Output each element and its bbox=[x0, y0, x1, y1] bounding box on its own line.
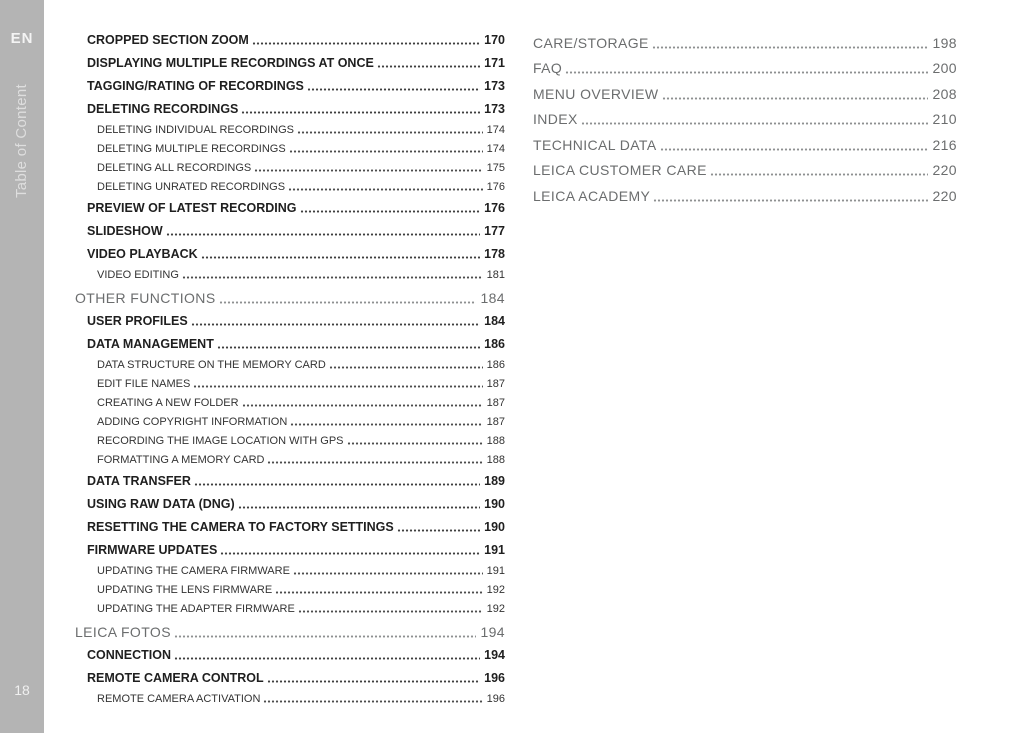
toc-entry-row[interactable] bbox=[75, 431, 505, 450]
dot-leader bbox=[194, 482, 480, 486]
toc-left-column bbox=[75, 28, 505, 708]
dot-leader bbox=[166, 232, 480, 236]
dot-leader bbox=[565, 70, 928, 74]
toc-entry-row[interactable] bbox=[75, 393, 505, 412]
toc-entry-row[interactable] bbox=[533, 79, 957, 105]
toc-entry-page-number: 196 bbox=[486, 693, 505, 705]
toc-entry-page-number: 181 bbox=[486, 269, 505, 281]
toc-entry-row[interactable] bbox=[75, 309, 505, 332]
dot-leader bbox=[241, 110, 480, 114]
toc-entry-page-number: 184 bbox=[484, 314, 505, 328]
toc-entry-row[interactable] bbox=[533, 156, 957, 182]
toc-entry-page-number: 171 bbox=[484, 56, 505, 70]
toc-entry-label: CROPPED SECTION ZOOM bbox=[87, 33, 249, 47]
toc-entry-label: DATA TRANSFER bbox=[87, 474, 191, 488]
toc-entry-page-number: 177 bbox=[484, 224, 505, 238]
toc-entry-page-number: 186 bbox=[486, 359, 505, 371]
toc-right-column bbox=[533, 28, 957, 207]
toc-entry-label: CARE/STORAGE bbox=[533, 34, 649, 51]
toc-entry-label: UPDATING THE ADAPTER FIRMWARE bbox=[97, 603, 295, 615]
toc-entry-row[interactable] bbox=[75, 139, 505, 158]
dot-leader bbox=[581, 121, 929, 125]
dot-leader bbox=[219, 300, 477, 304]
toc-entry-label: DATA STRUCTURE ON THE MEMORY CARD bbox=[97, 359, 326, 371]
toc-entry-row[interactable] bbox=[75, 355, 505, 374]
toc-entry-row[interactable] bbox=[75, 618, 505, 643]
toc-entry-row[interactable] bbox=[533, 54, 957, 80]
toc-entry-label: OTHER FUNCTIONS bbox=[75, 290, 216, 306]
toc-entry-label: VIDEO PLAYBACK bbox=[87, 247, 198, 261]
toc-entry-page-number: 220 bbox=[932, 162, 957, 178]
toc-entry-label: DELETING MULTIPLE RECORDINGS bbox=[97, 143, 286, 155]
toc-entry-label: MENU OVERVIEW bbox=[533, 85, 659, 102]
toc-entry-label: PREVIEW OF LATEST RECORDING bbox=[87, 201, 297, 215]
dot-leader bbox=[201, 255, 480, 259]
toc-entry-row[interactable] bbox=[75, 412, 505, 431]
toc-entry-row[interactable] bbox=[75, 120, 505, 139]
toc-entry-page-number: 194 bbox=[484, 648, 505, 662]
toc-entry-label: LEICA CUSTOMER CARE bbox=[533, 162, 707, 178]
toc-entry-label: LEICA FOTOS bbox=[75, 624, 171, 640]
dot-leader bbox=[293, 571, 483, 575]
toc-entry-label: RECORDING THE IMAGE LOCATION WITH GPS bbox=[97, 435, 344, 447]
toc-entry-page-number: 187 bbox=[486, 416, 505, 428]
toc-entry-label: EDIT FILE NAMES bbox=[97, 378, 191, 390]
toc-entry-row[interactable] bbox=[75, 242, 505, 265]
toc-entry-page-number: 174 bbox=[486, 143, 505, 155]
toc-entry-row[interactable] bbox=[75, 97, 505, 120]
dot-leader bbox=[242, 403, 483, 407]
toc-entry-row[interactable] bbox=[75, 51, 505, 74]
toc-entry-page-number: 173 bbox=[484, 79, 505, 93]
toc-entry-row[interactable] bbox=[533, 105, 957, 131]
dot-leader bbox=[263, 699, 482, 703]
toc-entry-row[interactable] bbox=[75, 158, 505, 177]
toc-entry-row[interactable] bbox=[533, 181, 957, 207]
toc-entry-label: DELETING INDIVIDUAL RECORDINGS bbox=[97, 124, 295, 136]
dot-leader bbox=[275, 590, 482, 594]
toc-entry-row[interactable] bbox=[75, 332, 505, 355]
dot-leader bbox=[397, 528, 480, 532]
toc-entry-row[interactable] bbox=[75, 561, 505, 580]
dot-leader bbox=[252, 41, 480, 45]
toc-entry-label: FORMATTING A MEMORY CARD bbox=[97, 454, 265, 466]
toc-entry-page-number: 175 bbox=[486, 162, 505, 174]
toc-entry-label: LEICA ACADEMY bbox=[533, 187, 651, 204]
toc-entry-page-number: 208 bbox=[932, 85, 957, 102]
toc-entry-row[interactable] bbox=[75, 538, 505, 561]
dot-leader bbox=[288, 187, 483, 191]
toc-entry-page-number: 192 bbox=[486, 603, 505, 615]
toc-entry-page-number: 173 bbox=[484, 102, 505, 116]
dot-leader bbox=[307, 87, 480, 91]
toc-entry-page-number: 174 bbox=[486, 124, 505, 136]
toc-entry-label: USER PROFILES bbox=[87, 314, 188, 328]
dot-leader bbox=[174, 634, 476, 638]
toc-entry-label: DELETING ALL RECORDINGS bbox=[97, 162, 252, 174]
dot-leader bbox=[377, 64, 480, 68]
toc-entry-label: DATA MANAGEMENT bbox=[87, 337, 214, 351]
page-edge-sidebar bbox=[0, 0, 44, 733]
toc-entry-label: FAQ bbox=[533, 60, 563, 76]
dot-leader bbox=[290, 422, 482, 426]
dot-leader bbox=[238, 505, 480, 509]
dot-leader bbox=[653, 198, 928, 202]
toc-entry-page-number: 194 bbox=[480, 624, 505, 640]
toc-entry-page-number: 190 bbox=[484, 497, 505, 511]
toc-entry-row[interactable] bbox=[75, 74, 505, 97]
toc-entry-label: REMOTE CAMERA ACTIVATION bbox=[97, 693, 261, 705]
toc-entry-label: CONNECTION bbox=[87, 648, 172, 662]
toc-entry-label: FIRMWARE UPDATES bbox=[87, 543, 218, 557]
toc-entry-row[interactable] bbox=[75, 450, 505, 469]
dot-leader bbox=[217, 345, 480, 349]
toc-entry-page-number: 188 bbox=[486, 435, 505, 447]
toc-entry-row[interactable] bbox=[75, 469, 505, 492]
toc-entry-page-number: 184 bbox=[480, 290, 505, 306]
toc-entry-row[interactable] bbox=[75, 265, 505, 284]
toc-entry-label: RESETTING THE CAMERA TO FACTORY SETTINGS bbox=[87, 520, 394, 534]
toc-entry-label: CREATING A NEW FOLDER bbox=[97, 397, 239, 409]
toc-entry-label: VIDEO EDITING bbox=[97, 269, 179, 281]
language-badge: EN bbox=[10, 30, 34, 47]
toc-entry-row[interactable] bbox=[75, 284, 505, 309]
toc-entry-label: SLIDESHOW bbox=[87, 224, 163, 238]
toc-entry-row[interactable] bbox=[75, 219, 505, 242]
toc-entry-row[interactable] bbox=[75, 374, 505, 393]
toc-entry-page-number: 200 bbox=[932, 60, 957, 76]
toc-entry-row[interactable] bbox=[533, 130, 957, 156]
toc-entry-page-number: 210 bbox=[932, 111, 957, 127]
toc-entry-page-number: 187 bbox=[486, 378, 505, 390]
toc-entry-page-number: 170 bbox=[484, 33, 505, 47]
dot-leader bbox=[660, 147, 929, 151]
toc-entry-page-number: 190 bbox=[484, 520, 505, 534]
toc-entry-page-number: 220 bbox=[932, 187, 957, 204]
toc-entry-row[interactable] bbox=[533, 28, 957, 54]
dot-leader bbox=[267, 460, 482, 464]
toc-entry-page-number: 198 bbox=[932, 34, 957, 51]
toc-entry-row[interactable] bbox=[75, 492, 505, 515]
toc-entry-page-number: 186 bbox=[484, 337, 505, 351]
dot-leader bbox=[710, 172, 929, 176]
toc-entry-label: TAGGING/RATING OF RECORDINGS bbox=[87, 79, 304, 93]
dot-leader bbox=[267, 679, 481, 683]
toc-entry-label: DISPLAYING MULTIPLE RECORDINGS AT ONCE bbox=[87, 56, 374, 70]
toc-entry-page-number: 191 bbox=[484, 543, 505, 557]
toc-entry-label: USING RAW DATA (DNG) bbox=[87, 497, 235, 511]
dot-leader bbox=[191, 322, 480, 326]
toc-entry-row[interactable] bbox=[75, 28, 505, 51]
toc-entry-label: UPDATING THE LENS FIRMWARE bbox=[97, 584, 273, 596]
toc-entry-page-number: 176 bbox=[486, 181, 505, 193]
toc-entry-page-number: 216 bbox=[932, 136, 957, 153]
toc-entry-label: UPDATING THE CAMERA FIRMWARE bbox=[97, 565, 290, 577]
dot-leader bbox=[297, 130, 483, 134]
toc-entry-page-number: 189 bbox=[484, 474, 505, 488]
toc-entry-row[interactable] bbox=[75, 599, 505, 618]
toc-entry-label: DELETING UNRATED RECORDINGS bbox=[97, 181, 286, 193]
toc-entry-page-number: 196 bbox=[484, 671, 505, 685]
toc-entry-page-number: 176 bbox=[484, 201, 505, 215]
dot-leader bbox=[652, 45, 929, 49]
toc-entry-row[interactable] bbox=[75, 580, 505, 599]
toc-entry-label: REMOTE CAMERA CONTROL bbox=[87, 671, 264, 685]
toc-entry-page-number: 191 bbox=[486, 565, 505, 577]
toc-entry-label: INDEX bbox=[533, 111, 578, 127]
dot-leader bbox=[300, 209, 481, 213]
toc-entry-row[interactable] bbox=[75, 643, 505, 666]
dot-leader bbox=[347, 441, 483, 445]
dot-leader bbox=[329, 365, 483, 369]
toc-entry-label: DELETING RECORDINGS bbox=[87, 102, 239, 116]
chapter-tab-label: Table of Content bbox=[13, 83, 30, 199]
dot-leader bbox=[254, 168, 482, 172]
toc-entry-row[interactable] bbox=[75, 177, 505, 196]
dot-leader bbox=[220, 551, 480, 555]
dot-leader bbox=[182, 275, 483, 279]
dot-leader bbox=[662, 96, 929, 100]
toc-entry-row[interactable] bbox=[75, 196, 505, 219]
dot-leader bbox=[289, 149, 483, 153]
toc-entry-row[interactable] bbox=[75, 515, 505, 538]
toc-entry-page-number: 192 bbox=[486, 584, 505, 596]
toc-entry-row[interactable] bbox=[75, 689, 505, 708]
dot-leader bbox=[193, 384, 482, 388]
dot-leader bbox=[298, 609, 483, 613]
toc-entry-page-number: 187 bbox=[486, 397, 505, 409]
toc-entry-page-number: 188 bbox=[486, 454, 505, 466]
toc-entry-row[interactable] bbox=[75, 666, 505, 689]
toc-entry-page-number: 178 bbox=[484, 247, 505, 261]
page-number: 18 bbox=[14, 682, 30, 698]
dot-leader bbox=[174, 656, 480, 660]
toc-entry-label: ADDING COPYRIGHT INFORMATION bbox=[97, 416, 288, 428]
toc-entry-label: TECHNICAL DATA bbox=[533, 136, 657, 153]
